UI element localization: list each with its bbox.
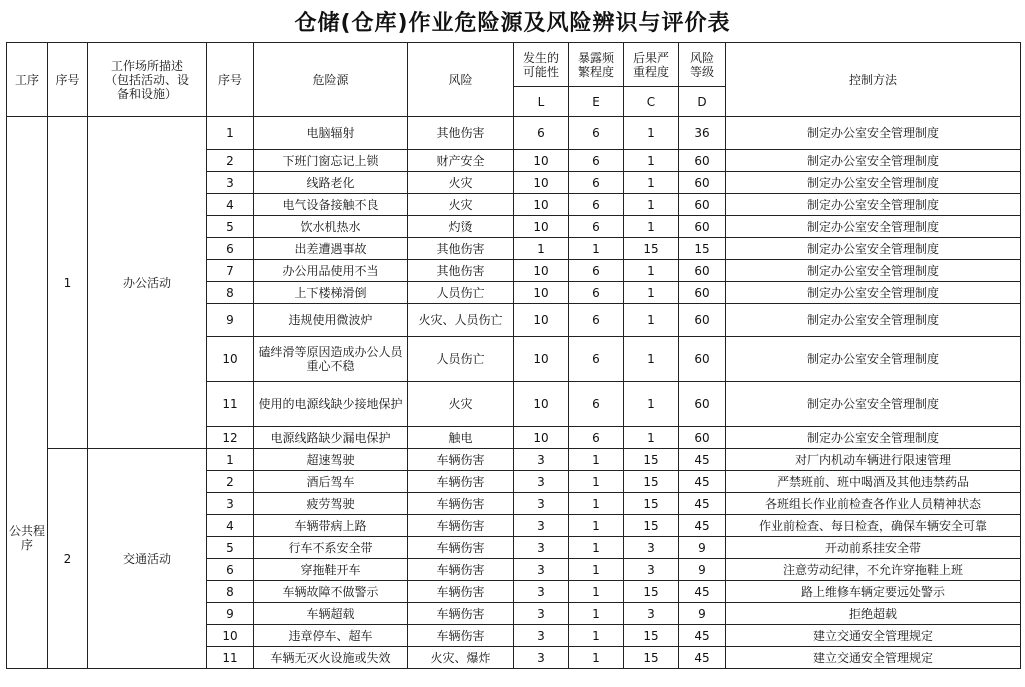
- exposure: 1: [569, 603, 624, 625]
- header-seq: 序号: [48, 43, 88, 117]
- group-place: 办公活动: [88, 117, 207, 449]
- exposure: 1: [569, 449, 624, 471]
- group-seq: 1: [48, 117, 88, 449]
- consequence: 1: [624, 304, 679, 337]
- hazard: 违规使用微波炉: [254, 304, 408, 337]
- risk-level: 45: [679, 471, 726, 493]
- risk-level: 60: [679, 337, 726, 382]
- risk: 车辆伤害: [408, 537, 514, 559]
- exposure: 6: [569, 282, 624, 304]
- control-method: 制定办公室安全管理制度: [726, 238, 1021, 260]
- header-l: [514, 43, 569, 87]
- hazard: 违章停车、超车: [254, 625, 408, 647]
- hazard: 线路老化: [254, 172, 408, 194]
- likelihood: 10: [514, 427, 569, 449]
- row-no: 2: [207, 150, 254, 172]
- row-no: 6: [207, 238, 254, 260]
- hazard: 疲劳驾驶: [254, 493, 408, 515]
- header-d: [679, 43, 726, 87]
- hazard: 车辆无灭火设施或失效: [254, 647, 408, 669]
- exposure: 6: [569, 216, 624, 238]
- exposure: 1: [569, 559, 624, 581]
- group-place: 交通活动: [88, 449, 207, 669]
- hazard: 电脑辐射: [254, 117, 408, 150]
- likelihood: 3: [514, 647, 569, 669]
- likelihood: 10: [514, 337, 569, 382]
- risk-level: 15: [679, 238, 726, 260]
- consequence: 1: [624, 172, 679, 194]
- row-no: 8: [207, 282, 254, 304]
- control-method: 制定办公室安全管理制度: [726, 172, 1021, 194]
- risk: 其他伤害: [408, 238, 514, 260]
- row-no: 9: [207, 603, 254, 625]
- consequence: 1: [624, 427, 679, 449]
- control-method: 各班组长作业前检查各作业人员精神状态: [726, 493, 1021, 515]
- hazard: 穿拖鞋开车: [254, 559, 408, 581]
- control-method: 路上维修车辆定要远处警示: [726, 581, 1021, 603]
- risk: 其他伤害: [408, 260, 514, 282]
- risk: 火灾: [408, 382, 514, 427]
- consequence: 1: [624, 216, 679, 238]
- control-method: 制定办公室安全管理制度: [726, 337, 1021, 382]
- process-cell: 公共程序: [7, 117, 48, 669]
- likelihood: 10: [514, 150, 569, 172]
- risk: 车辆伤害: [408, 559, 514, 581]
- risk-level: 60: [679, 150, 726, 172]
- exposure: 6: [569, 172, 624, 194]
- likelihood: 10: [514, 304, 569, 337]
- header-risk: 风险: [408, 43, 514, 117]
- control-method: 作业前检查、每日检查，确保车辆安全可靠: [726, 515, 1021, 537]
- row-no: 5: [207, 537, 254, 559]
- consequence: 1: [624, 117, 679, 150]
- risk-level: 60: [679, 427, 726, 449]
- likelihood: 3: [514, 559, 569, 581]
- likelihood: 10: [514, 382, 569, 427]
- consequence: 15: [624, 238, 679, 260]
- risk: 车辆伤害: [408, 581, 514, 603]
- exposure: 1: [569, 625, 624, 647]
- page-title: 仓储(仓库)作业危险源及风险辨识与评价表: [294, 11, 731, 36]
- hazard: 电气设备接触不良: [254, 194, 408, 216]
- header-c: [624, 43, 679, 87]
- control-method: 建立交通安全管理规定: [726, 625, 1021, 647]
- risk-level: 45: [679, 581, 726, 603]
- consequence: 15: [624, 647, 679, 669]
- risk-level: 60: [679, 304, 726, 337]
- header-d-line1: 风险: [689, 50, 714, 65]
- risk-level: 9: [679, 537, 726, 559]
- header-workplace-line1: 工作场所描述: [110, 58, 183, 73]
- risk: 触电: [408, 427, 514, 449]
- risk: 车辆伤害: [408, 625, 514, 647]
- header-control: 控制方法: [726, 43, 1021, 117]
- hazard: 上下楼梯滑倒: [254, 282, 408, 304]
- risk: 车辆伤害: [408, 449, 514, 471]
- control-method: 制定办公室安全管理制度: [726, 117, 1021, 150]
- exposure: 1: [569, 238, 624, 260]
- header-workplace: [88, 43, 207, 117]
- exposure: 6: [569, 260, 624, 282]
- risk-level: 60: [679, 282, 726, 304]
- likelihood: 3: [514, 581, 569, 603]
- risk: 财产安全: [408, 150, 514, 172]
- row-no: 9: [207, 304, 254, 337]
- exposure: 6: [569, 194, 624, 216]
- hazard: 使用的电源线缺少接地保护: [254, 382, 408, 427]
- row-no: 11: [207, 647, 254, 669]
- exposure: 6: [569, 382, 624, 427]
- likelihood: 3: [514, 471, 569, 493]
- header-workplace-line3: 备和设施）: [116, 86, 177, 101]
- consequence: 15: [624, 515, 679, 537]
- row-no: 3: [207, 493, 254, 515]
- risk: 人员伤亡: [408, 337, 514, 382]
- consequence: 3: [624, 603, 679, 625]
- control-method: 制定办公室安全管理制度: [726, 382, 1021, 427]
- risk: 车辆伤害: [408, 493, 514, 515]
- exposure: 6: [569, 337, 624, 382]
- control-method: 严禁班前、班中喝酒及其他违禁药品: [726, 471, 1021, 493]
- row-no: 8: [207, 581, 254, 603]
- consequence: 1: [624, 382, 679, 427]
- header-d-line2: 等级: [689, 64, 714, 79]
- control-method: 制定办公室安全管理制度: [726, 304, 1021, 337]
- control-method: 制定办公室安全管理制度: [726, 216, 1021, 238]
- hazard: 超速驾驶: [254, 449, 408, 471]
- risk-level: 60: [679, 172, 726, 194]
- header-workplace-line2: （包括活动、设: [104, 72, 189, 87]
- header-row: [7, 43, 1021, 87]
- hazard: 车辆超载: [254, 603, 408, 625]
- risk: 车辆伤害: [408, 471, 514, 493]
- row-no: 12: [207, 427, 254, 449]
- risk-level: 45: [679, 625, 726, 647]
- header-process: 工序: [7, 43, 48, 117]
- risk: 灼烫: [408, 216, 514, 238]
- row-no: 6: [207, 559, 254, 581]
- hazard: 行车不系安全带: [254, 537, 408, 559]
- header-c-letter: C: [624, 87, 679, 117]
- likelihood: 10: [514, 260, 569, 282]
- exposure: 6: [569, 427, 624, 449]
- header-e-line2: 繁程度: [577, 64, 614, 79]
- row-no: 10: [207, 337, 254, 382]
- consequence: 15: [624, 493, 679, 515]
- risk: 火灾、爆炸: [408, 647, 514, 669]
- likelihood: 3: [514, 625, 569, 647]
- exposure: 1: [569, 581, 624, 603]
- hazard: 磕绊滑等原因造成办公人员重心不稳: [254, 337, 408, 382]
- likelihood: 10: [514, 172, 569, 194]
- header-l-letter: L: [514, 87, 569, 117]
- risk: 其他伤害: [408, 117, 514, 150]
- row-no: 4: [207, 515, 254, 537]
- control-method: 制定办公室安全管理制度: [726, 150, 1021, 172]
- group-seq: 2: [48, 449, 88, 669]
- consequence: 1: [624, 337, 679, 382]
- control-method: 制定办公室安全管理制度: [726, 260, 1021, 282]
- likelihood: 10: [514, 216, 569, 238]
- likelihood: 3: [514, 449, 569, 471]
- table-row: [7, 449, 1021, 471]
- risk: 火灾、人员伤亡: [408, 304, 514, 337]
- risk: 车辆伤害: [408, 603, 514, 625]
- row-no: 1: [207, 117, 254, 150]
- control-method: 制定办公室安全管理制度: [726, 427, 1021, 449]
- header-c-line1: 后果严: [632, 50, 669, 65]
- control-method: 制定办公室安全管理制度: [726, 194, 1021, 216]
- consequence: 15: [624, 471, 679, 493]
- consequence: 1: [624, 260, 679, 282]
- hazard: 酒后驾车: [254, 471, 408, 493]
- risk: 人员伤亡: [408, 282, 514, 304]
- likelihood: 10: [514, 282, 569, 304]
- header-e-line1: 暴露频: [577, 50, 614, 65]
- risk-level: 45: [679, 449, 726, 471]
- risk-level: 60: [679, 260, 726, 282]
- likelihood: 3: [514, 603, 569, 625]
- hazard: 办公用品使用不当: [254, 260, 408, 282]
- header-c-line2: 重程度: [632, 64, 669, 79]
- exposure: 6: [569, 150, 624, 172]
- exposure: 6: [569, 304, 624, 337]
- hazard: 电源线路缺少漏电保护: [254, 427, 408, 449]
- likelihood: 3: [514, 515, 569, 537]
- risk-level: 60: [679, 216, 726, 238]
- row-no: 7: [207, 260, 254, 282]
- header-seq2: 序号: [207, 43, 254, 117]
- row-no: 1: [207, 449, 254, 471]
- hazard: 饮水机热水: [254, 216, 408, 238]
- exposure: 1: [569, 537, 624, 559]
- consequence: 1: [624, 150, 679, 172]
- risk-level: 60: [679, 194, 726, 216]
- risk: 火灾: [408, 194, 514, 216]
- consequence: 15: [624, 625, 679, 647]
- consequence: 1: [624, 194, 679, 216]
- header-d-letter: D: [679, 87, 726, 117]
- hazard: 出差遭遇事故: [254, 238, 408, 260]
- consequence: 1: [624, 282, 679, 304]
- control-method: 对厂内机动车辆进行限速管理: [726, 449, 1021, 471]
- row-no: 3: [207, 172, 254, 194]
- exposure: 6: [569, 117, 624, 150]
- exposure: 1: [569, 493, 624, 515]
- row-no: 10: [207, 625, 254, 647]
- row-no: 2: [207, 471, 254, 493]
- risk-level: 45: [679, 647, 726, 669]
- exposure: 1: [569, 515, 624, 537]
- risk-level: 60: [679, 382, 726, 427]
- exposure: 1: [569, 647, 624, 669]
- row-no: 4: [207, 194, 254, 216]
- header-l-line2: 可能性: [522, 64, 559, 79]
- header-hazard: 危险源: [254, 43, 408, 117]
- risk: 车辆伤害: [408, 515, 514, 537]
- hazard: 车辆故障不做警示: [254, 581, 408, 603]
- risk-table: [6, 42, 1021, 669]
- row-no: 5: [207, 216, 254, 238]
- likelihood: 10: [514, 194, 569, 216]
- likelihood: 6: [514, 117, 569, 150]
- risk-level: 45: [679, 493, 726, 515]
- table-row: [7, 117, 1021, 150]
- header-e-letter: E: [569, 87, 624, 117]
- control-method: 制定办公室安全管理制度: [726, 282, 1021, 304]
- likelihood: 3: [514, 537, 569, 559]
- risk-level: 36: [679, 117, 726, 150]
- hazard: 车辆带病上路: [254, 515, 408, 537]
- consequence: 3: [624, 537, 679, 559]
- control-method: 开动前系挂安全带: [726, 537, 1021, 559]
- consequence: 15: [624, 581, 679, 603]
- row-no: 11: [207, 382, 254, 427]
- control-method: 建立交通安全管理规定: [726, 647, 1021, 669]
- exposure: 1: [569, 471, 624, 493]
- control-method: 注意劳动纪律，不允许穿拖鞋上班: [726, 559, 1021, 581]
- control-method: 拒绝超载: [726, 603, 1021, 625]
- consequence: 3: [624, 559, 679, 581]
- risk-level: 45: [679, 515, 726, 537]
- likelihood: 3: [514, 493, 569, 515]
- consequence: 15: [624, 449, 679, 471]
- risk-level: 9: [679, 559, 726, 581]
- risk: 火灾: [408, 172, 514, 194]
- header-e: [569, 43, 624, 87]
- likelihood: 1: [514, 238, 569, 260]
- hazard: 下班门窗忘记上锁: [254, 150, 408, 172]
- header-l-line1: 发生的: [522, 50, 559, 65]
- risk-level: 9: [679, 603, 726, 625]
